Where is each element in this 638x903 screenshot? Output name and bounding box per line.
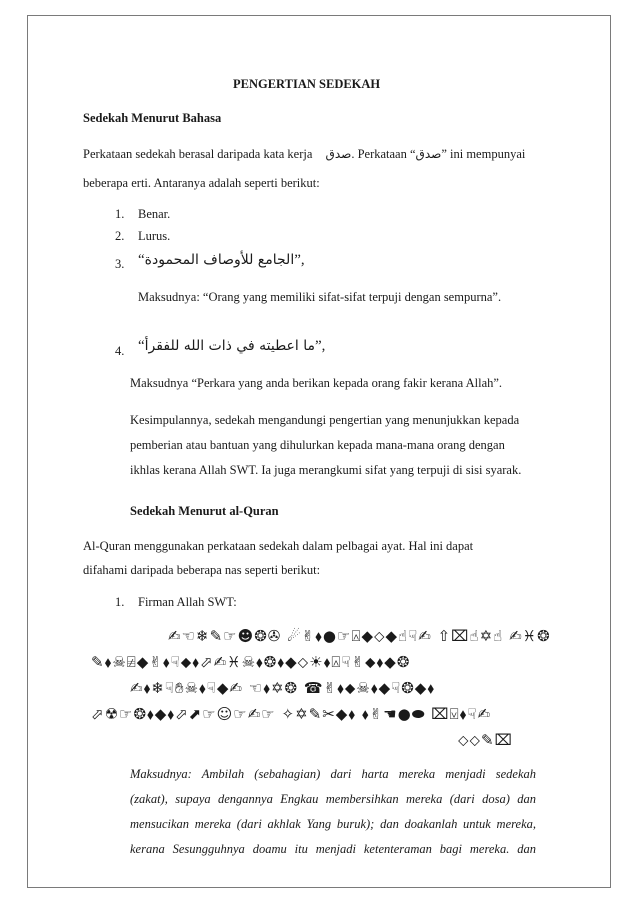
paragraph-2-line-2: difahami daripada beberapa nas seperti berikut: <box>83 563 321 577</box>
heading-bahasa: Sedekah Menurut Bahasa <box>83 111 222 125</box>
list-item-lurus: Lurus. <box>138 229 171 243</box>
paragraph-1-text-end: ” ini mempunyai <box>441 147 526 161</box>
maksud-4: Maksudnya “Perkara yang anda berikan kepada orang fakir kerana Allah”. <box>130 376 503 390</box>
paragraph-2-line-1: Al-Quran menggunakan perkataan sedekah dalam pelbagai ayat. Hal ini dapat <box>83 539 474 553</box>
quran-verse-line-3: ✍︎⬧︎❄︎☟︎✋︎☠︎⬧︎☟︎◆︎✍︎ ☜︎⬧︎✡︎❂︎ ☎︎✌︎⬧︎⬥︎☠︎⬧︎◆︎☟︎❂︎◆︎⬧︎ <box>130 679 436 697</box>
quran-verse-line-4: ⬀︎☢︎☞︎❂︎⬧︎◆︎⬧︎⬀︎⬈︎☞︎☺︎☞︎✍︎☞︎ ✧︎✡︎✎︎✂︎◆︎⬧︎ ⬧︎✌︎☚︎●︎⬬︎ ⌧︎⍌︎⬧︎☟︎✍︎ <box>91 705 492 723</box>
arabic-phrase-4: ما اعطيته في ذات الله للفقرأ <box>144 338 316 354</box>
maksud-verse-line-2: (zakat), supaya dengannya Engkau membersihkan mereka (dari dosa) dan <box>130 792 536 806</box>
maksud-verse-line-3: mensucikan mereka (dari akhlak Yang buruk); dan doakanlah untuk mereka, <box>130 817 536 831</box>
quran-verse-line-2: ✎︎⬧︎☠︎⍯︎◆︎✌︎⬧︎☟︎⬥︎⬧︎⬀︎✍︎♓︎☠︎⬧︎❂︎⬧︎◆︎⬦︎☀︎⬧︎⍓︎☟︎✌︎⬥︎⬧︎◆︎❂︎ <box>91 653 411 671</box>
list-item-arabic-4 <box>138 338 325 354</box>
quran-verse-line-1: ✍︎☜︎❄︎✎︎☞︎☻︎❂︎✇︎ ☄︎✌︎⬧︎●︎☞︎⍓︎◆︎⬦︎◆︎☝︎☟︎✍︎ ⇧︎⌧︎☝︎✡︎☝︎ ✍︎♓︎❂︎ <box>168 627 551 645</box>
arabic-phrase-3: الجامع للأوصاف المحمودة <box>144 252 295 268</box>
paragraph-1-text-start: Perkataan sedekah berasal daripada kata kerja <box>83 147 313 161</box>
open-quote: “ <box>138 338 145 354</box>
paragraph-1-line-1 <box>83 146 525 162</box>
quran-verse-line-5: ⬦︎⬦︎✎︎⌧︎ <box>458 731 513 749</box>
list-item-firman: Firman Allah SWT: <box>138 595 237 609</box>
list-item-arabic-3 <box>138 252 305 268</box>
list-item-number: 2. <box>115 229 125 243</box>
kesimpulan-line-2: pemberian atau bantuan yang dihulurkan kepada mana-mana orang dengan <box>130 438 505 452</box>
page-title: PENGERTIAN SEDEKAH <box>233 77 381 91</box>
arabic-word-sadaqa: صدق <box>325 147 352 161</box>
list-item-number: 4. <box>115 344 125 358</box>
close-quote: ”, <box>315 338 326 354</box>
paragraph-1-line-2: beberapa erti. Antaranya adalah seperti berikut: <box>83 176 320 190</box>
maksud-verse-line-4: kerana Sesungguhnya doamu itu menjadi ketenteraman bagi mereka. dan <box>130 842 536 856</box>
open-quote: “ <box>138 252 145 268</box>
maksud-verse-line-1: Maksudnya: Ambilah (sebahagian) dari harta mereka menjadi sedekah <box>130 767 536 781</box>
list-item-number: 1. <box>115 207 125 221</box>
heading-quran: Sedekah Menurut al-Quran <box>130 504 279 518</box>
list-item-number: 1. <box>115 595 125 609</box>
list-item-benar: Benar. <box>138 207 171 221</box>
close-quote: ”, <box>294 252 305 268</box>
paragraph-1-text-mid: . Perkataan “ <box>351 147 416 161</box>
arabic-word-sadaqa-quoted: صدق <box>415 147 442 161</box>
kesimpulan-line-1: Kesimpulannya, sedekah mengandungi pengertian yang menunjukkan kepada <box>130 413 520 427</box>
maksud-3: Maksudnya: “Orang yang memiliki sifat-sifat terpuji dengan sempurna”. <box>138 290 502 304</box>
list-item-number: 3. <box>115 257 125 271</box>
kesimpulan-line-3: ikhlas kerana Allah SWT. Ia juga merangkumi sifat yang terpuji di sisi syarak. <box>130 463 522 477</box>
